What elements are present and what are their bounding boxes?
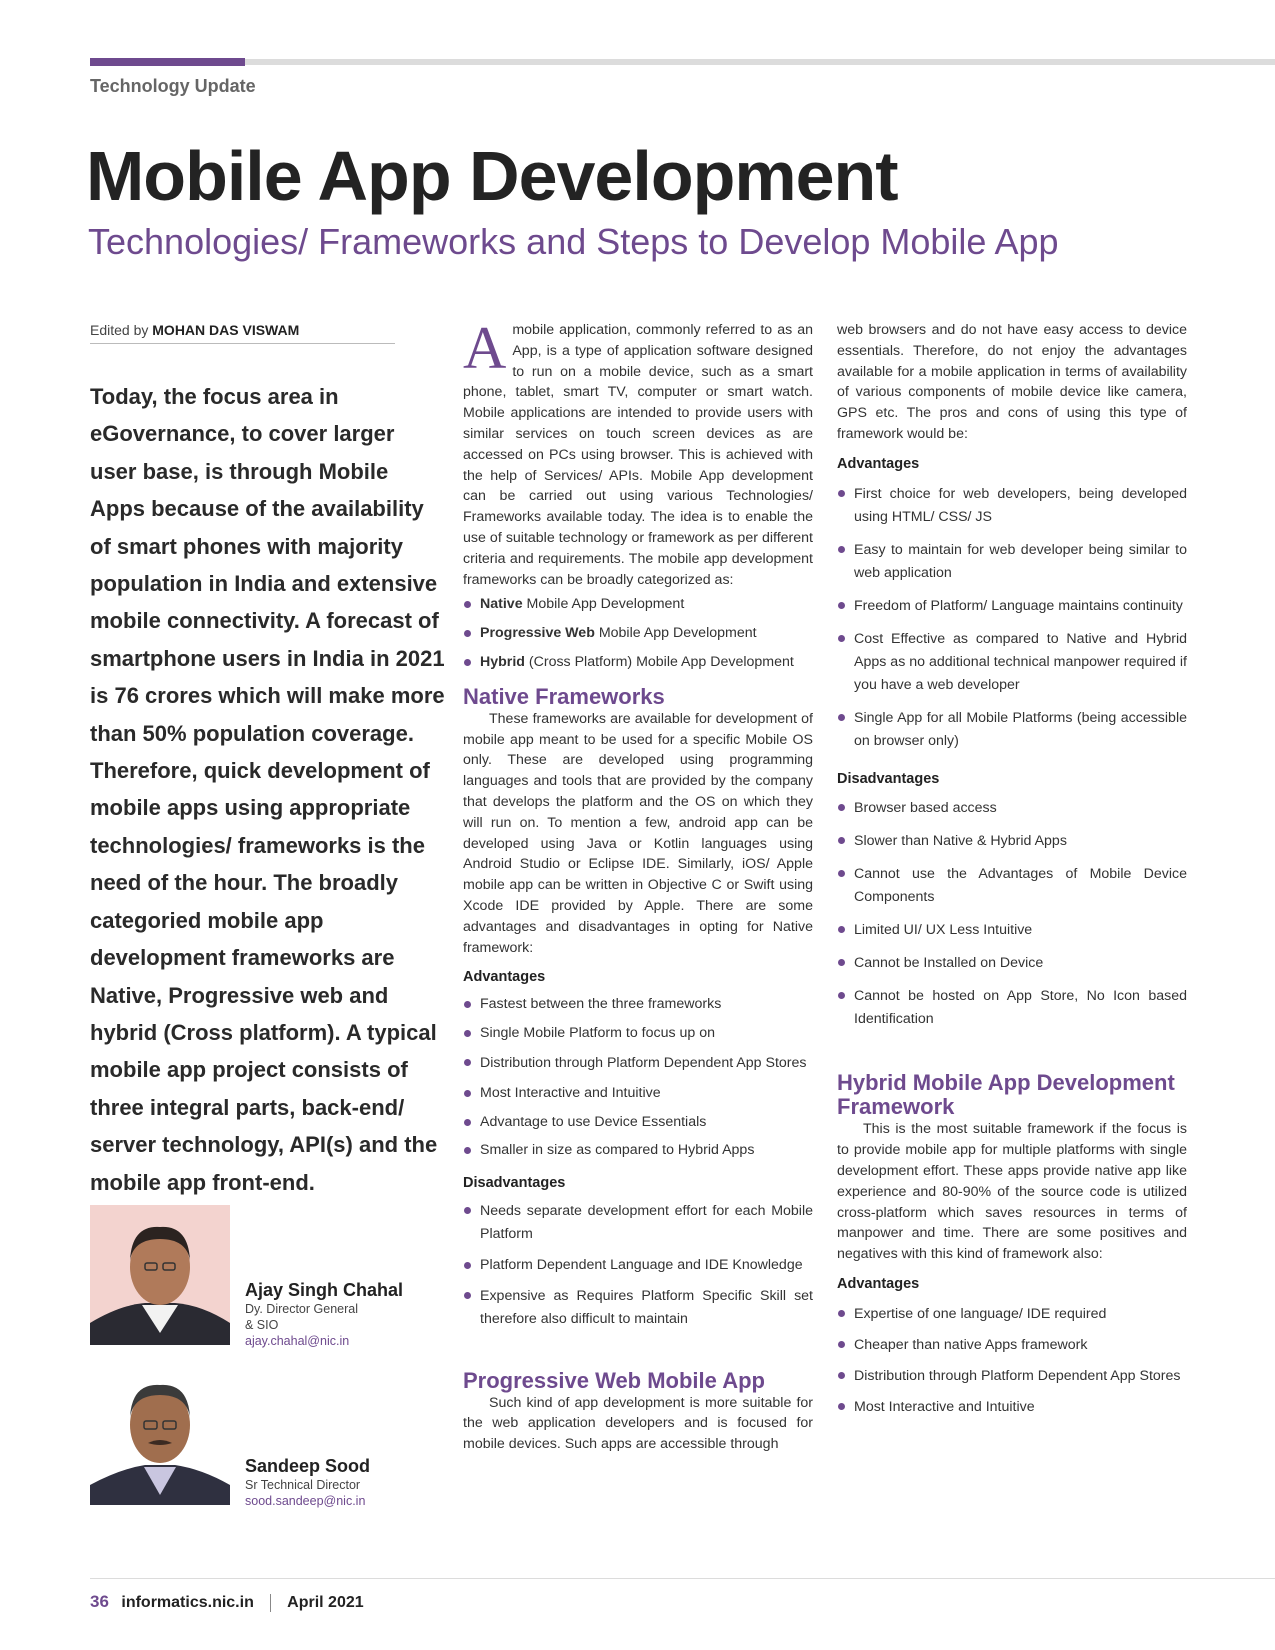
list-item: Browser based access [837, 797, 1187, 820]
list-item: Easy to maintain for web developer being similar to web application [837, 539, 1187, 585]
editor-prefix: Edited by [90, 322, 149, 338]
list-item: Progressive Web Mobile App Development [463, 623, 813, 644]
list-item: Cannot be Installed on Device [837, 952, 1187, 975]
list-item: Distribution through Platform Dependent App Stores [837, 1365, 1187, 1388]
intro-paragraph [463, 315, 813, 590]
list-item: Expensive as Requires Platform Specific Skill set therefore also difficult to maintain [463, 1285, 813, 1331]
author-photo-sood [90, 1365, 230, 1505]
hybrid-advantages-heading: Advantages [837, 1275, 920, 1292]
pwa-paragraph-continued: web browsers and do not have easy access to device essentials. Therefore, do not enjoy the advantages available for a mobile application in terms of availability of various components of mobile device like camera, GPS etc. The pros and cons of using this type of framework would be: [837, 322, 1187, 442]
page-subtitle: Technologies/ Frameworks and Steps to Develop Mobile App [88, 221, 1059, 262]
page-title: Mobile App Development [86, 137, 898, 215]
pwa-disadvantages-list [837, 797, 1187, 1031]
native-advantages-heading: Advantages [463, 969, 546, 986]
list-item: Cheaper than native Apps framework [837, 1334, 1187, 1357]
list-item: Cost Effective as compared to Native and Hybrid Apps as no additional technical manpower required if you have a web developer [837, 628, 1187, 697]
list-item: Single Mobile Platform to focus up on [463, 1023, 813, 1044]
article-column-middle [463, 315, 813, 1455]
dropcap: A [463, 315, 507, 381]
author-photo-chahal [90, 1205, 230, 1345]
list-item: Distribution through Platform Dependent App Stores [463, 1052, 813, 1075]
list-item: Smaller in size as compared to Hybrid Apps [463, 1140, 813, 1161]
list-item: Freedom of Platform/ Language maintains continuity [837, 595, 1187, 618]
author-role: Sr Technical Director [245, 1478, 361, 1492]
native-disadvantages-heading: Disadvantages [463, 1175, 566, 1192]
list-item: Cannot be hosted on App Store, No Icon based Identification [837, 985, 1187, 1031]
editor-credit [90, 322, 395, 344]
hybrid-heading: Hybrid Mobile App Development Framework [837, 1070, 1175, 1120]
pwa-advantages-list [837, 483, 1187, 753]
hybrid-advantages-list [837, 1303, 1187, 1419]
list-item: Most Interactive and Intuitive [463, 1083, 813, 1104]
list-item: Needs separate development effort for each Mobile Platform [463, 1200, 813, 1246]
editor-name: MOHAN DAS VISWAM [152, 322, 300, 338]
page-number: 36 [90, 1592, 109, 1611]
native-disadvantages-list [463, 1200, 813, 1331]
author-role: Dy. Director General [245, 1302, 358, 1316]
list-item: Cannot use the Advantages of Mobile Device Components [837, 863, 1187, 909]
pwa-paragraph: Such kind of app development is more suitable for the web application developers and is focused for mobile devices. Such apps are accessible through [463, 1394, 813, 1453]
list-item: Limited UI/ UX Less Intuitive [837, 919, 1187, 942]
native-paragraph: These frameworks are available for development of mobile app meant to be used for a specific Mobile OS only. These are developed using programming languages and tools that are provided by the company that develops the platform and the OS on which they will run on. To mention a few, android app can be developed using Java or Kotlin languages using Android Studio or Eclipse IDE. Similarly, iOS/ Apple mobile app can be written in Objective C or Swift using Xcode IDE provided by Apple. There are some advantages and disadvantages in opting for Native framework: [463, 710, 813, 956]
footer-site[interactable]: informatics.nic.in [121, 1594, 254, 1611]
native-advantages-list [463, 994, 813, 1161]
author-email-link[interactable]: ajay.chahal@nic.in [245, 1334, 350, 1348]
native-heading: Native Frameworks [463, 683, 665, 709]
list-item: Advantage to use Device Essentials [463, 1112, 813, 1133]
header-accent-bar [90, 58, 245, 66]
list-item: Expertise of one language/ IDE required [837, 1303, 1187, 1326]
page-footer [90, 1592, 364, 1612]
list-item: Platform Dependent Language and IDE Knowledge [463, 1255, 813, 1276]
section-label: Technology Update [90, 76, 256, 96]
lead-paragraph: Today, the focus area in eGovernance, to cover larger user base, is through Mobile Apps because of the availability of smart phones with majority population in India and extensive mobile connectivity. A forecast of smartphone users in India in 2021 is 76 crores which will make more than 50% population coverage. Therefore, quick development of mobile apps using appropriate technologies/ frameworks is the need of the hour. The broadly categoried mobile app development frameworks are Native, Progressive web and hybrid (Cross platform). A typical mobile app project consists of three integral parts, back-end/ server technology, API(s) and the mobile app front-end. [90, 384, 445, 1195]
author-info-chahal [245, 1280, 403, 1349]
pwa-advantages-heading: Advantages [837, 455, 920, 472]
author-name: Sandeep Sood [245, 1456, 371, 1476]
pwa-heading: Progressive Web Mobile App [463, 1367, 765, 1393]
list-item: Single App for all Mobile Platforms (being accessible on browser only) [837, 707, 1187, 753]
footer-divider [270, 1594, 271, 1612]
list-item: Slower than Native & Hybrid Apps [837, 830, 1187, 853]
author-email-link[interactable]: sood.sandeep@nic.in [245, 1494, 366, 1508]
header-rule [245, 59, 1275, 65]
list-item: Native Mobile App Development [463, 594, 813, 615]
hybrid-paragraph: This is the most suitable framework if the focus is to provide mobile app for multiple platforms with single development effort. These apps provide native app like experience and 80-90% of the source code is utilized cross-platform which saves resources in terms of manpower and time. There are some positives and negatives with this kind of framework also: [837, 1121, 1187, 1263]
footer-date: April 2021 [287, 1594, 364, 1611]
author-info-sood [245, 1456, 370, 1509]
category-list [463, 594, 813, 672]
pwa-disadvantages-heading: Disadvantages [837, 770, 940, 787]
list-item: Most Interactive and Intuitive [837, 1396, 1187, 1419]
intro-text: mobile application, commonly referred to as an App, is a type of application software designed to run on a mobile device, such as a smart phone, tablet, smart TV, computer or smart watch. Mobile applications are intended to provide users with similar services on touch screen devices as are accessed on PCs using browser. This is achieved with the help of Services/ APIs. Mobile App development can be carried out using various Technologies/ Frameworks available today. The idea is to enable the use of suitable technology or framework as per different criteria and requirements. The mobile app development frameworks can be broadly categorized as: [463, 322, 813, 588]
list-item: Fastest between the three frameworks [463, 994, 813, 1015]
author-role: & SIO [245, 1318, 279, 1332]
footer-rule [90, 1578, 1275, 1579]
list-item: First choice for web developers, being developed using HTML/ CSS/ JS [837, 483, 1187, 529]
article-column-right [837, 320, 1187, 1419]
list-item: Hybrid (Cross Platform) Mobile App Development [463, 652, 813, 673]
author-name: Ajay Singh Chahal [245, 1280, 404, 1300]
